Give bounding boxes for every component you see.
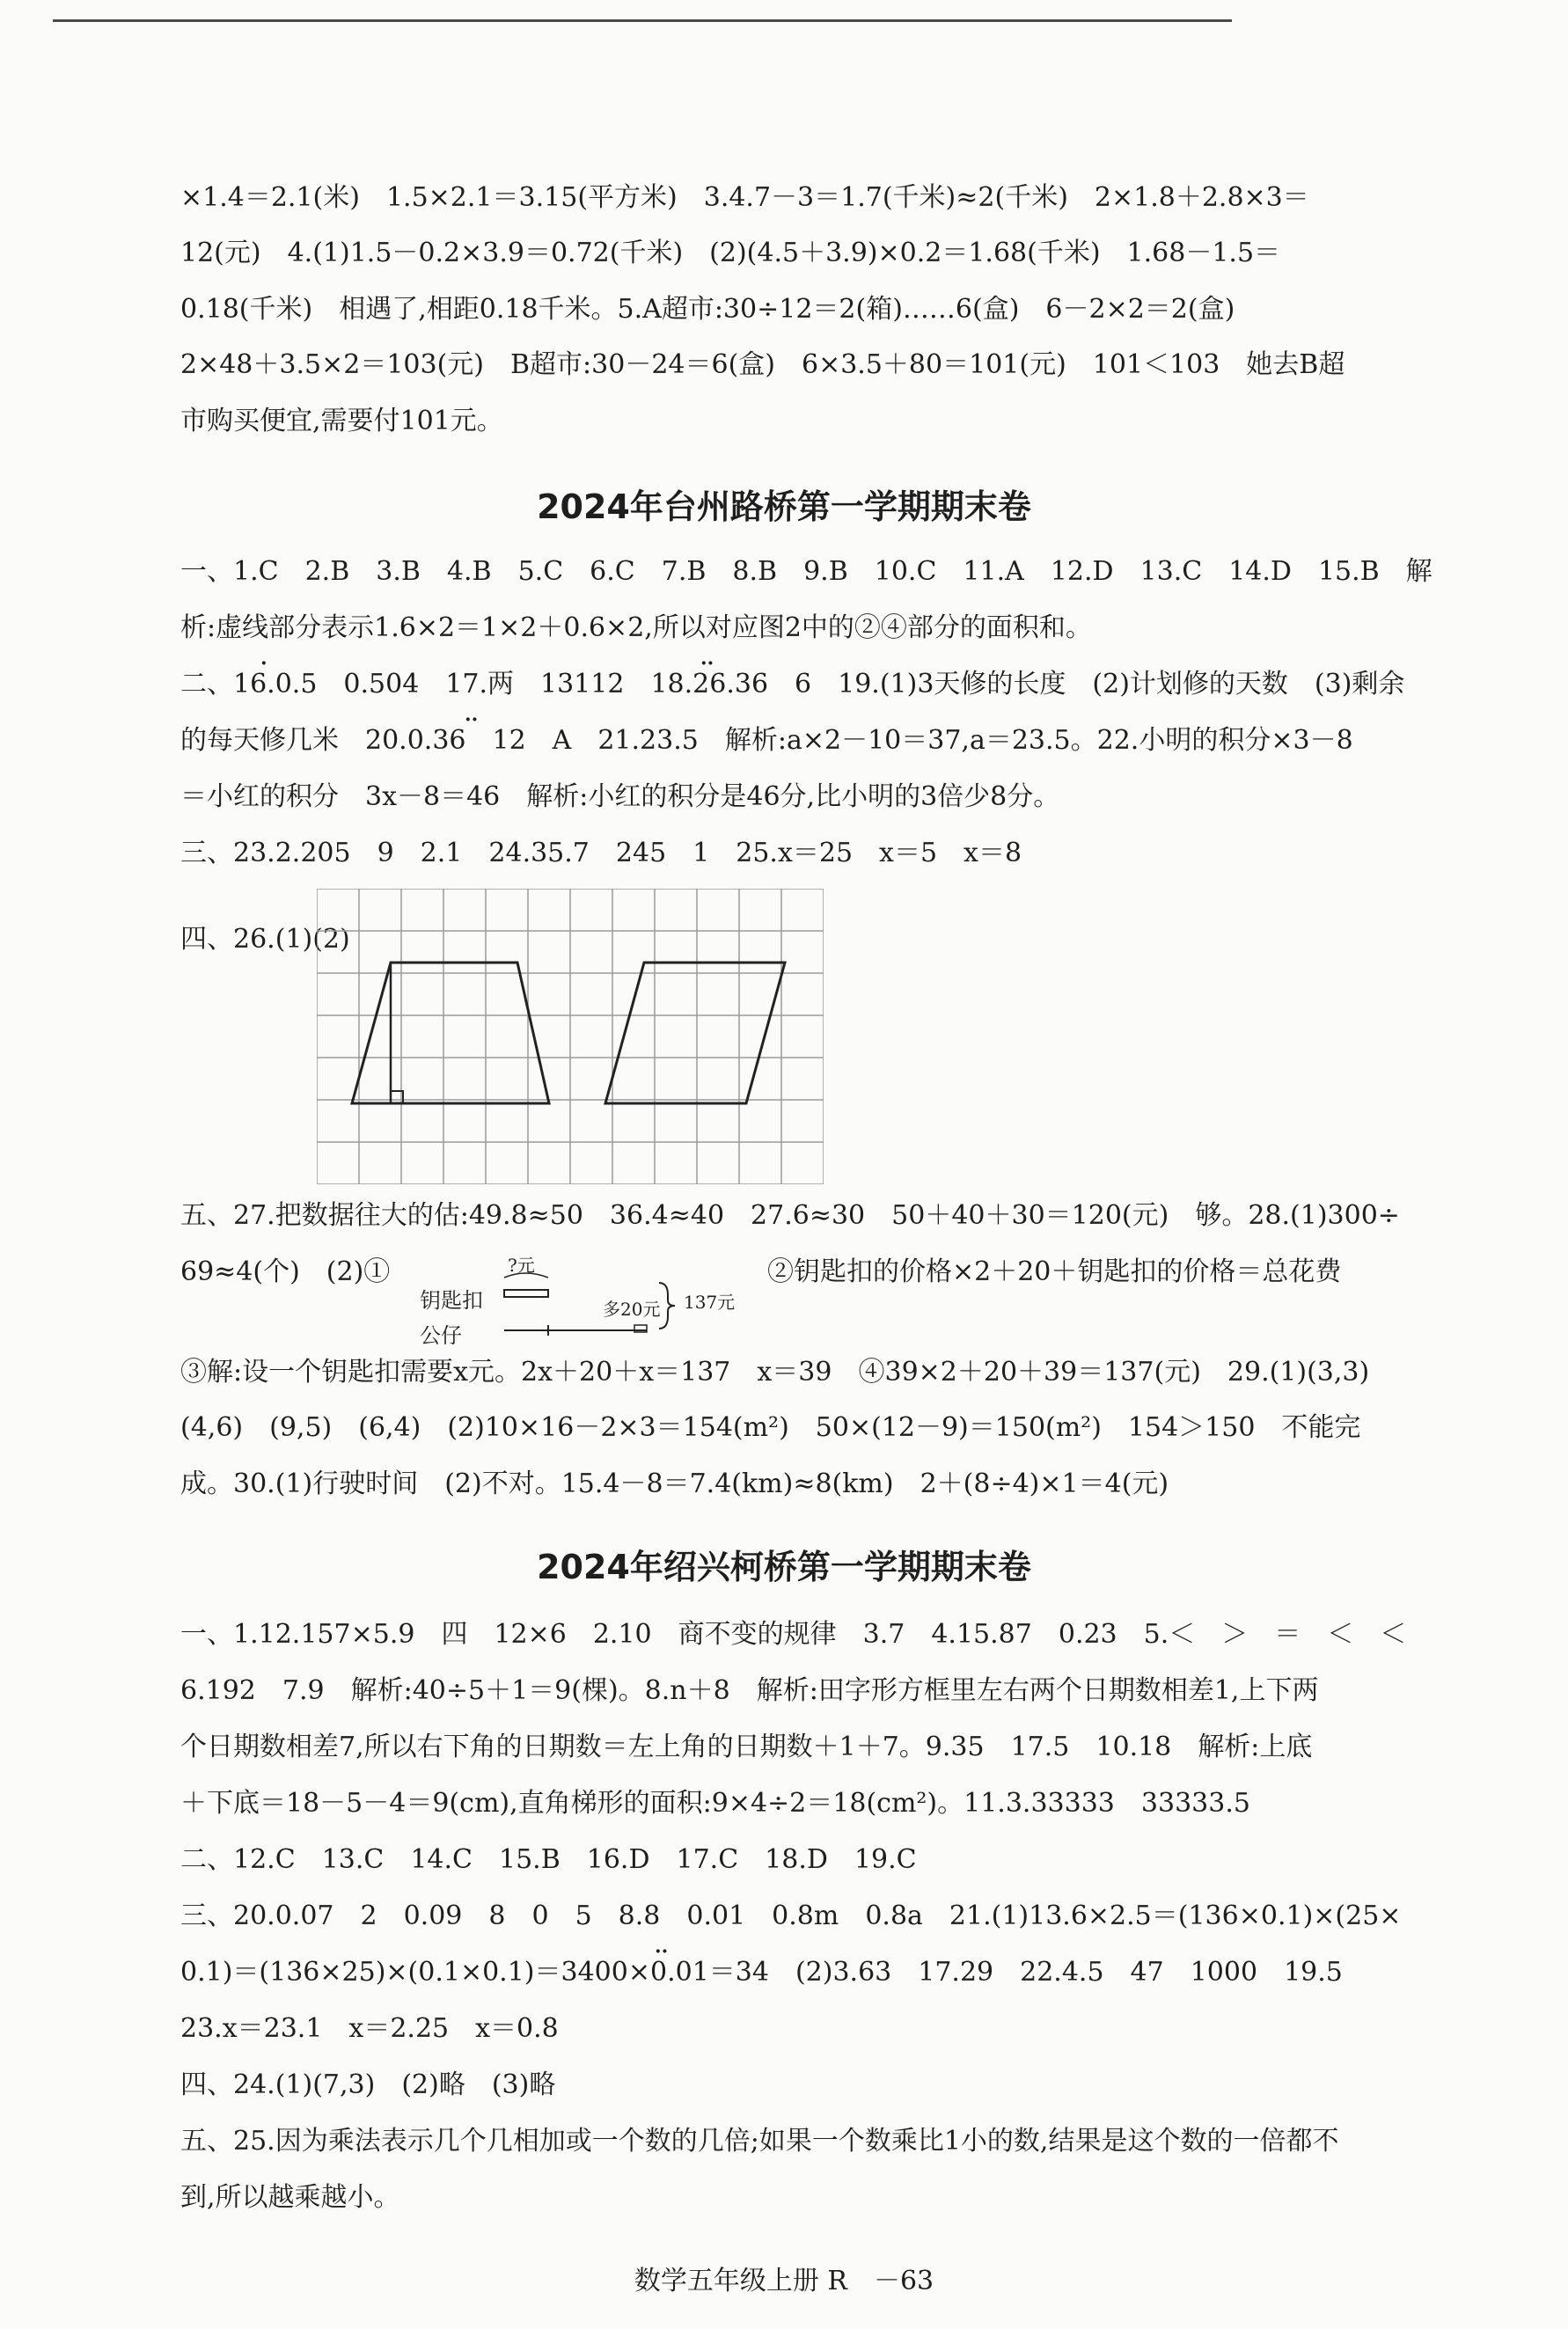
- total-137-tag: 137元: [684, 1292, 736, 1313]
- text-line: 的每天修几米 20.0.36 12 A 21.23.5 解析:a×2－10＝37,a＝23.5。22.小明的积分×3－8: [180, 725, 1353, 756]
- text-line: 12(元) 4.(1)1.5－0.2×3.9＝0.72(千米) (2)(4.5＋3.9)×0.2＝1.68(千米) 1.68－1.5＝: [180, 238, 1281, 268]
- parallelogram-shape: [605, 963, 785, 1103]
- doll-label: 公仔: [420, 1323, 462, 1348]
- text-line: (4,6) (9,5) (6,4) (2)10×16－2×3＝154(m²) 50×(12－9)＝150(m²) 154＞150 不能完: [180, 1412, 1361, 1443]
- repeat-dot: ··: [655, 1940, 669, 1963]
- top-rule: [53, 19, 1232, 22]
- unknown-price-tag: ?元: [508, 1255, 535, 1276]
- text-line: ＝小红的积分 3x－8＝46 解析:小红的积分是46分,比小明的3倍少8分。: [180, 781, 1060, 812]
- extra-20-tag: 多20元: [603, 1299, 661, 1320]
- text-line: 一、1.12.157×5.9 四 12×6 2.10 商不变的规律 3.7 4.15.87 0.23 5.＜ ＞ ＝ ＜ ＜: [180, 1619, 1407, 1650]
- text-line: 三、20.0.07 2 0.09 8 0 5 8.8 0.01 0.8m 0.8a 21.(1)13.6×2.5＝(136×0.1)×(25×: [180, 1901, 1402, 1931]
- text-line: 析:虚线部分表示1.6×2＝1×2＋0.6×2,所以对应图2中的②④部分的面积和。: [180, 612, 1092, 643]
- text-line: 五、27.把数据往大的估:49.8≈50 36.4≈40 27.6≈30 50＋40＋30＝120(元) 够。28.(1)300÷: [180, 1200, 1400, 1231]
- text-line: 69≈4(个) (2)①: [180, 1256, 391, 1287]
- text-line: 到,所以越乘越小。: [180, 2182, 400, 2213]
- text-line: ＋下底＝18－5－4＝9(cm),直角梯形的面积:9×4÷2＝18(cm²)。11.3.33333 33333.5: [180, 1788, 1250, 1819]
- text-line: 二、16.0.5 0.504 17.两 13112 18.26.36 6 19.(1)3天修的长度 (2)计划修的天数 (3)剩余: [180, 669, 1405, 699]
- text-line: 2×48＋3.5×2＝103(元) B超市:30－24＝6(盒) 6×3.5＋80＝101(元) 101＜103 她去B超: [180, 349, 1345, 380]
- trapezoid-shape: [352, 963, 549, 1103]
- text-line: 成。30.(1)行驶时间 (2)不对。15.4－8＝7.4(km)≈8(km) 2＋(8÷4)×1＝4(元): [180, 1468, 1169, 1499]
- text-line: 三、23.2.205 9 2.1 24.35.7 245 1 25.x＝25 x＝5 x＝8: [180, 838, 1022, 868]
- segment-diagram: [418, 1251, 752, 1348]
- page-footer: 数学五年级上册 R －63: [634, 2266, 934, 2296]
- repeat-dot: ·: [260, 652, 267, 675]
- text-line: 五、25.因为乘法表示几个几相加或一个数的几倍;如果一个数乘比1小的数,结果是这个数的一倍都不: [180, 2126, 1339, 2157]
- text-line: ×1.4＝2.1(米) 1.5×2.1＝3.15(平方米) 3.4.7－3＝1.7(千米)≈2(千米) 2×1.8＋2.8×3＝: [180, 182, 1309, 213]
- keychain-label: 钥匙扣: [420, 1288, 483, 1313]
- grid-figure: [317, 889, 824, 1184]
- text-line: 个日期数相差7,所以右下角的日期数＝左上角的日期数＋1＋7。9.35 17.5 10.18 解析:上底: [180, 1732, 1313, 1762]
- text-line: 6.192 7.9 解析:40÷5＋1＝9(棵)。8.n＋8 解析:田字形方框里左右两个日期数相差1,上下两: [180, 1675, 1319, 1706]
- repeat-dot: ··: [700, 652, 714, 675]
- text-line: 23.x＝23.1 x＝2.25 x＝0.8: [180, 2013, 559, 2044]
- text-line: 0.18(千米) 相遇了,相距0.18千米。5.A超市:30÷12＝2(箱)……6(盒) 6－2×2＝2(盒): [180, 294, 1235, 325]
- segment-lines: [418, 1251, 752, 1348]
- section-title-taizhou: 2024年台州路桥第一学期期末卷: [537, 487, 1031, 526]
- text-line: 市购买便宜,需要付101元。: [180, 406, 503, 436]
- text-line: ②钥匙扣的价格×2＋20＋钥匙扣的价格＝总花费: [767, 1256, 1342, 1287]
- text-line: 0.1)＝(136×25)×(0.1×0.1)＝3400×0.01＝34 (2)3.63 17.29 22.4.5 47 1000 19.5: [180, 1957, 1343, 1988]
- text-line: ③解:设一个钥匙扣需要x元。2x＋20＋x＝137 x＝39 ④39×2＋20＋39＝137(元) 29.(1)(3,3): [180, 1357, 1370, 1388]
- text-line: 四、26.(1)(2): [180, 924, 350, 955]
- text-line: 二、12.C 13.C 14.C 15.B 16.D 17.C 18.D 19.C: [180, 1844, 917, 1875]
- section-title-shaoxing: 2024年绍兴柯桥第一学期期末卷: [537, 1548, 1031, 1586]
- repeat-dot: ··: [465, 708, 479, 731]
- text-line: 四、24.(1)(7,3) (2)略 (3)略: [180, 2069, 556, 2100]
- text-line: 一、1.C 2.B 3.B 4.B 5.C 6.C 7.B 8.B 9.B 10.C 11.A 12.D 13.C 14.D 15.B 解: [180, 556, 1432, 587]
